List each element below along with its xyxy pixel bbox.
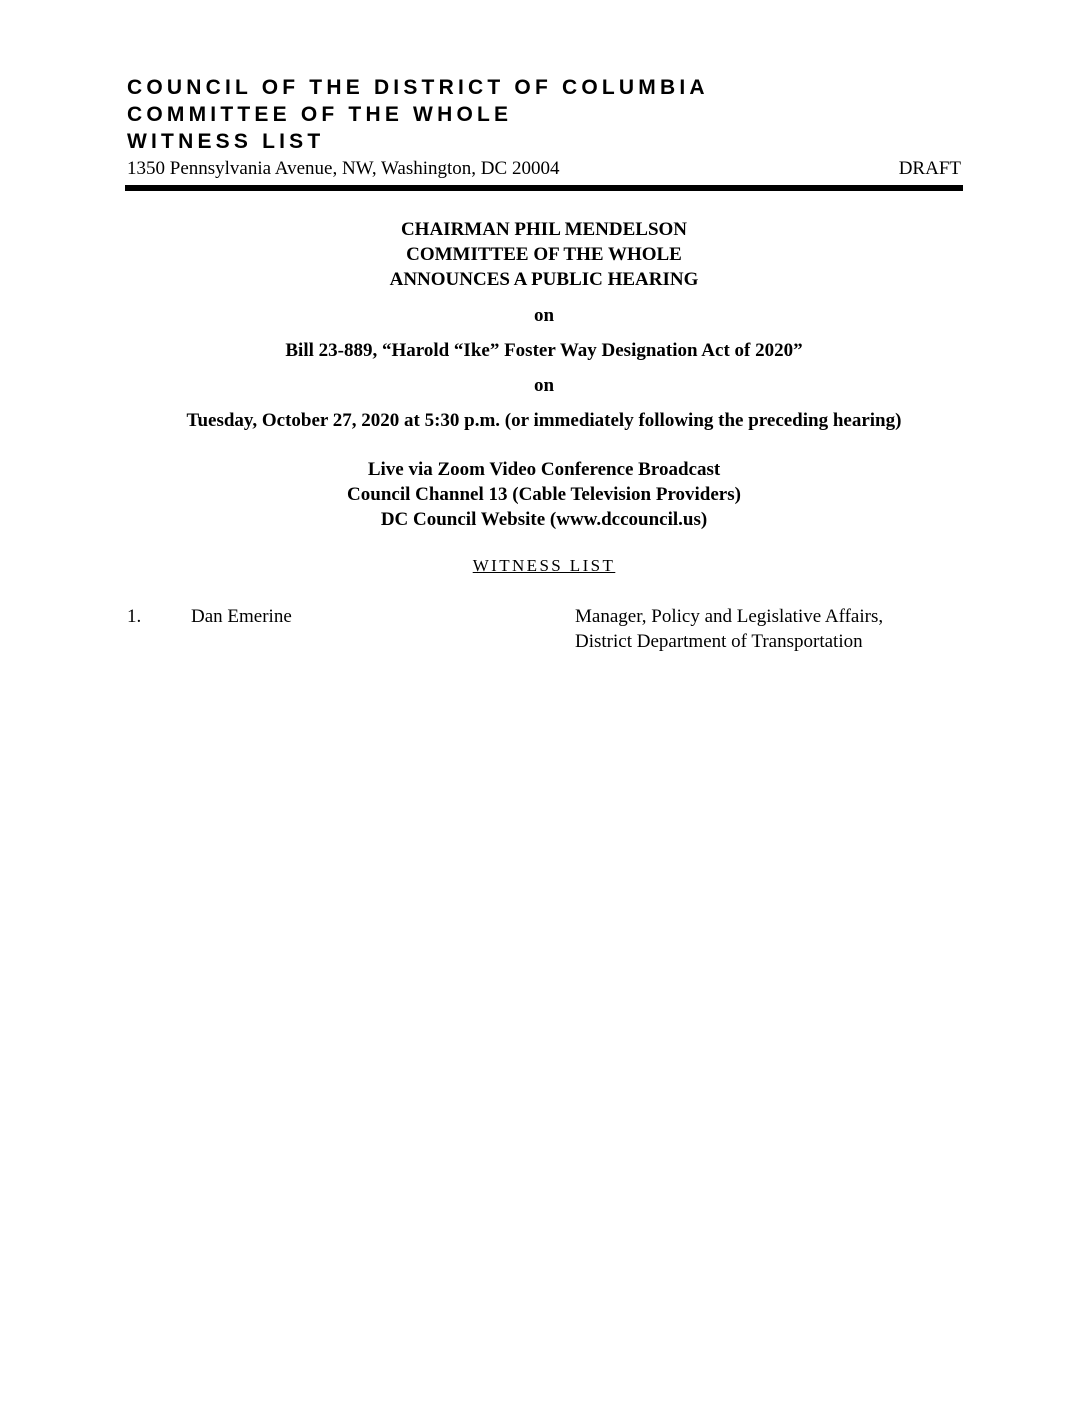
broadcast-zoom: Live via Zoom Video Conference Broadcast xyxy=(367,459,721,480)
witness-title-line-1: Manager, Policy and Legislative Affairs, xyxy=(575,606,884,627)
witness-number: 1. xyxy=(127,606,142,627)
letterhead-committee: COMMITTEE OF THE WHOLE xyxy=(127,103,513,126)
broadcast-website: DC Council Website (www.dccouncil.us) xyxy=(380,509,708,530)
witness-list-heading xyxy=(0,555,1088,577)
header-rule xyxy=(125,185,963,191)
chairman-line: CHAIRMAN PHIL MENDELSON xyxy=(400,219,688,240)
letterhead-council: COUNCIL OF THE DISTRICT OF COLUMBIA xyxy=(127,76,709,99)
address: 1350 Pennsylvania Avenue, NW, Washington, DC 20004 xyxy=(127,158,560,179)
witness-title-line-2: District Department of Transportation xyxy=(575,631,863,652)
hearing-datetime: Tuesday, October 27, 2020 at 5:30 p.m. (or immediately following the preceding hearing) xyxy=(186,410,902,431)
announces-line: ANNOUNCES A PUBLIC HEARING xyxy=(389,269,699,290)
witness-affiliation xyxy=(575,604,883,654)
broadcast-channel: Council Channel 13 (Cable Television Providers) xyxy=(347,484,741,505)
letterhead-witness-list: WITNESS LIST xyxy=(127,130,325,153)
witness-list-heading-text: WITNESS LIST xyxy=(472,556,616,575)
on-connector-1: on xyxy=(533,305,555,326)
witness-name: Dan Emerine xyxy=(191,606,292,627)
on-connector-2: on xyxy=(533,375,555,396)
bill-title: Bill 23-889, “Harold “Ike” Foster Way Designation Act of 2020” xyxy=(285,340,803,361)
committee-line: COMMITTEE OF THE WHOLE xyxy=(406,244,682,265)
draft-label: DRAFT xyxy=(898,158,961,179)
letterhead xyxy=(127,74,963,155)
address-row xyxy=(127,157,961,181)
